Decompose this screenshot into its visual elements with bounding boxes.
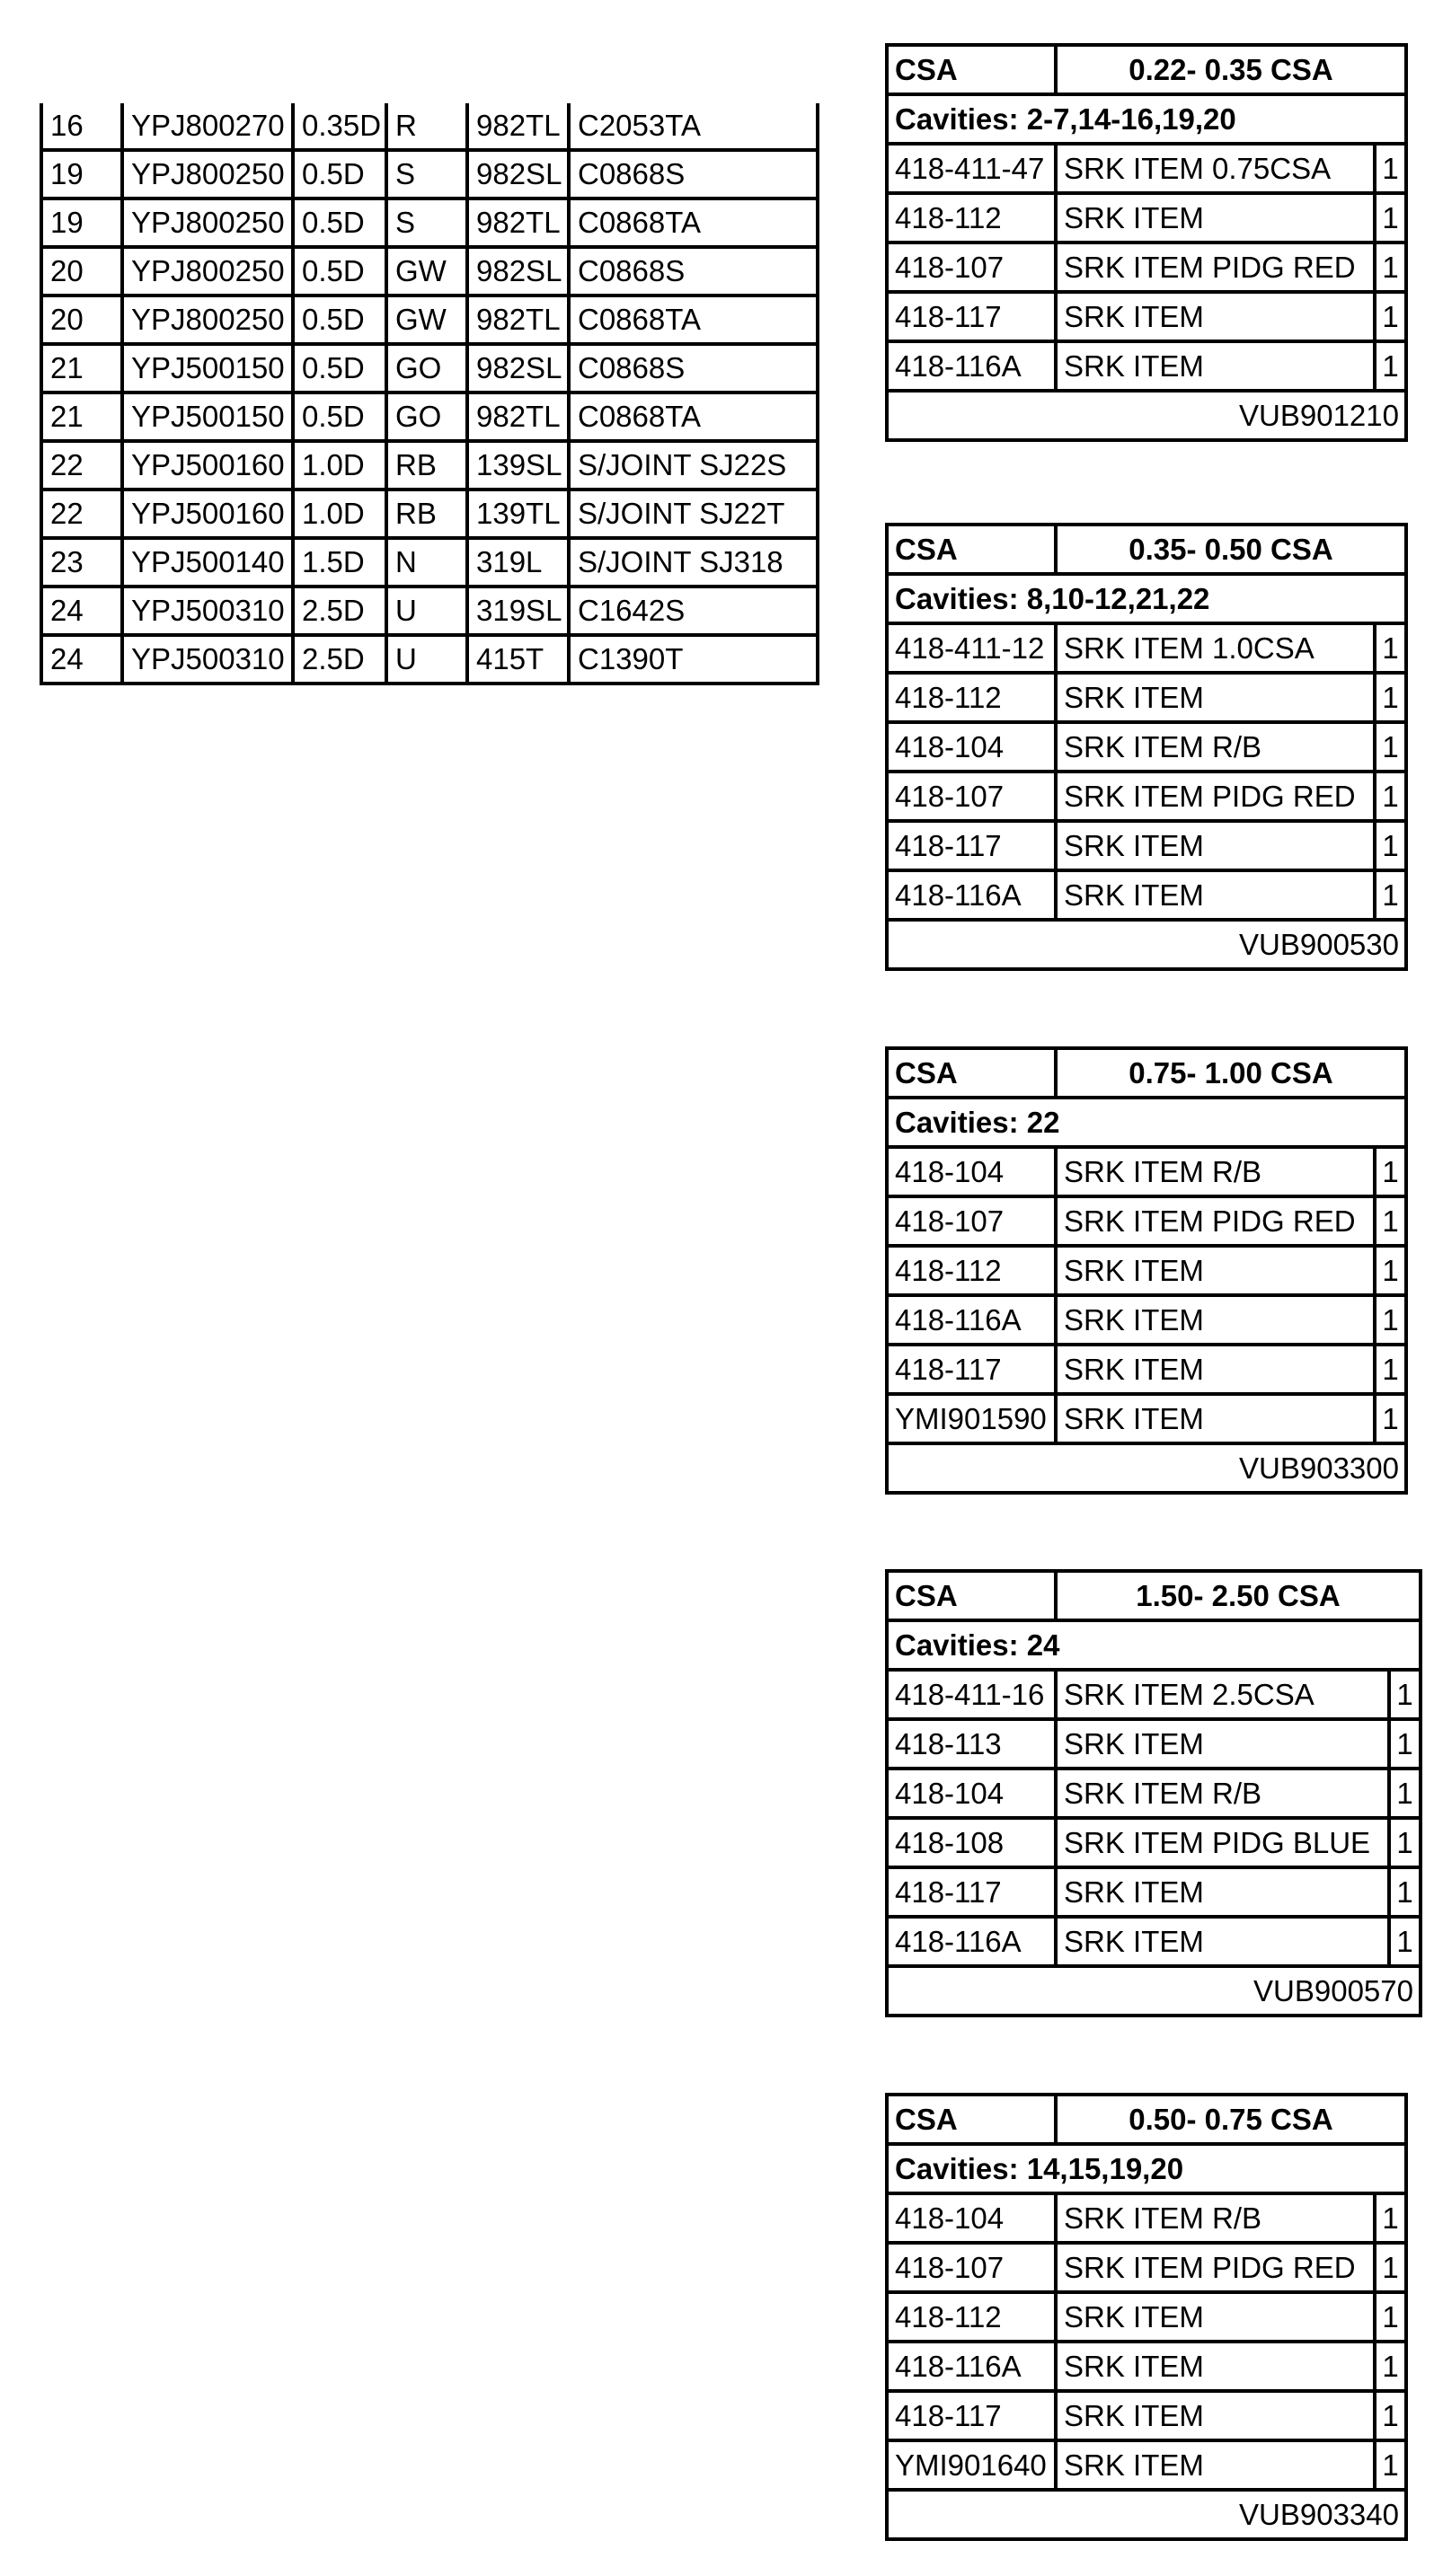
item-description: SRK ITEM	[1056, 2440, 1375, 2490]
kit-item-row	[887, 1345, 1406, 1394]
cavity-cell: 23	[41, 538, 122, 587]
csa-range: 0.50- 0.75 CSA	[1056, 2095, 1406, 2144]
kit-item-row	[887, 673, 1406, 722]
table-row	[41, 441, 818, 490]
item-quantity: 1	[1375, 2440, 1406, 2490]
item-quantity: 1	[1375, 2342, 1406, 2391]
terminal-cell: 982TL	[467, 103, 569, 150]
item-quantity: 1	[1375, 1196, 1406, 1246]
item-description: SRK ITEM R/B	[1056, 722, 1375, 772]
kit-item-row	[887, 193, 1406, 243]
size-cell: 1.0D	[293, 490, 386, 538]
item-description: SRK ITEM	[1056, 193, 1375, 243]
csa-kit-table	[885, 43, 1408, 442]
table-row	[41, 247, 818, 296]
kit-code: VUB900530	[887, 920, 1406, 969]
item-quantity: 1	[1375, 2391, 1406, 2440]
connection-cell: S/JOINT SJ22T	[569, 490, 818, 538]
wire-table	[40, 103, 819, 685]
kit-code: VUB901210	[887, 391, 1406, 440]
csa-kit-table	[885, 523, 1408, 971]
terminal-cell: 415T	[467, 635, 569, 684]
kit-item-row	[887, 2440, 1406, 2490]
kit-cavities-row	[887, 1098, 1406, 1147]
item-description: SRK ITEM PIDG RED	[1056, 2243, 1375, 2292]
kit-item-row	[887, 1246, 1406, 1295]
kit-item-row	[887, 144, 1406, 193]
item-description: SRK ITEM	[1056, 1246, 1375, 1295]
item-part-number: YMI901590	[887, 1394, 1056, 1443]
color-cell: U	[386, 587, 467, 635]
item-quantity: 1	[1375, 722, 1406, 772]
item-description: SRK ITEM	[1056, 341, 1375, 391]
terminal-cell: 319SL	[467, 587, 569, 635]
size-cell: 1.5D	[293, 538, 386, 587]
item-description: SRK ITEM 2.5CSA	[1056, 1670, 1389, 1719]
cavities-label: Cavities: 2-7,14-16,19,20	[887, 94, 1406, 144]
color-cell: U	[386, 635, 467, 684]
item-quantity: 1	[1389, 1670, 1421, 1719]
item-part-number: 418-117	[887, 2391, 1056, 2440]
size-cell: 0.35D	[293, 103, 386, 150]
kit-item-row	[887, 1295, 1406, 1345]
item-description: SRK ITEM	[1056, 292, 1375, 341]
item-quantity: 1	[1375, 292, 1406, 341]
kit-footer-row	[887, 1966, 1421, 2016]
item-part-number: 418-117	[887, 1345, 1056, 1394]
kit-item-row	[887, 1394, 1406, 1443]
connection-cell: C0868TA	[569, 198, 818, 247]
item-description: SRK ITEM 0.75CSA	[1056, 144, 1375, 193]
cavity-cell: 19	[41, 198, 122, 247]
color-cell: GO	[386, 393, 467, 441]
item-description: SRK ITEM	[1056, 1345, 1375, 1394]
item-description: SRK ITEM	[1056, 1917, 1389, 1966]
color-cell: S	[386, 198, 467, 247]
item-description: SRK ITEM	[1056, 2391, 1375, 2440]
kit-item-row	[887, 2292, 1406, 2342]
kit-item-row	[887, 772, 1406, 821]
item-part-number: 418-112	[887, 193, 1056, 243]
cavity-cell: 21	[41, 393, 122, 441]
csa-range: 1.50- 2.50 CSA	[1056, 1571, 1421, 1620]
kit-item-row	[887, 1719, 1421, 1769]
terminal-cell: 982TL	[467, 393, 569, 441]
connection-cell: S/JOINT SJ22S	[569, 441, 818, 490]
connection-cell: C0868TA	[569, 393, 818, 441]
connection-cell: C2053TA	[569, 103, 818, 150]
csa-range: 0.22- 0.35 CSA	[1056, 45, 1406, 94]
size-cell: 2.5D	[293, 635, 386, 684]
item-description: SRK ITEM PIDG RED	[1056, 243, 1375, 292]
terminal-cell: 139TL	[467, 490, 569, 538]
item-description: SRK ITEM R/B	[1056, 1769, 1389, 1818]
kit-item-row	[887, 243, 1406, 292]
kit-footer-row	[887, 1443, 1406, 1493]
kit-cavities-row	[887, 1620, 1421, 1670]
cavity-cell: 24	[41, 635, 122, 684]
item-description: SRK ITEM	[1056, 870, 1375, 920]
color-cell: GO	[386, 344, 467, 393]
table-row	[41, 635, 818, 684]
terminal-cell: 982TL	[467, 296, 569, 344]
table-row	[41, 344, 818, 393]
color-cell: RB	[386, 490, 467, 538]
terminal-cell: 319L	[467, 538, 569, 587]
table-row	[41, 393, 818, 441]
item-description: SRK ITEM	[1056, 1719, 1389, 1769]
connection-cell: C1642S	[569, 587, 818, 635]
connection-cell: C0868S	[569, 247, 818, 296]
item-part-number: 418-107	[887, 2243, 1056, 2292]
kit-footer-row	[887, 920, 1406, 969]
kit-item-row	[887, 870, 1406, 920]
csa-label: CSA	[887, 1048, 1056, 1098]
item-part-number: YMI901640	[887, 2440, 1056, 2490]
item-description: SRK ITEM 1.0CSA	[1056, 623, 1375, 673]
item-part-number: 418-112	[887, 2292, 1056, 2342]
cavities-label: Cavities: 24	[887, 1620, 1421, 1670]
item-description: SRK ITEM	[1056, 2292, 1375, 2342]
item-description: SRK ITEM R/B	[1056, 2193, 1375, 2243]
table-row	[41, 103, 818, 150]
size-cell: 0.5D	[293, 150, 386, 198]
item-part-number: 418-116A	[887, 2342, 1056, 2391]
connection-cell: S/JOINT SJ318	[569, 538, 818, 587]
item-part-number: 418-107	[887, 772, 1056, 821]
kit-footer-row	[887, 2490, 1406, 2539]
kit-item-row	[887, 341, 1406, 391]
part-number-cell: YPJ800270	[122, 103, 293, 150]
item-part-number: 418-116A	[887, 1917, 1056, 1966]
kit-item-row	[887, 821, 1406, 870]
size-cell: 0.5D	[293, 296, 386, 344]
kit-header-row	[887, 1571, 1421, 1620]
item-part-number: 418-104	[887, 722, 1056, 772]
part-number-cell: YPJ800250	[122, 296, 293, 344]
kit-item-row	[887, 1147, 1406, 1196]
table-row	[41, 296, 818, 344]
item-part-number: 418-104	[887, 1147, 1056, 1196]
kit-item-row	[887, 2342, 1406, 2391]
cavities-label: Cavities: 22	[887, 1098, 1406, 1147]
terminal-cell: 982SL	[467, 150, 569, 198]
item-quantity: 1	[1389, 1769, 1421, 1818]
item-description: SRK ITEM	[1056, 1867, 1389, 1917]
csa-kit-table	[885, 1046, 1408, 1495]
csa-kit-table	[885, 1569, 1422, 2017]
terminal-cell: 982TL	[467, 198, 569, 247]
item-part-number: 418-104	[887, 1769, 1056, 1818]
item-quantity: 1	[1375, 821, 1406, 870]
cavities-label: Cavities: 8,10-12,21,22	[887, 574, 1406, 623]
cavity-cell: 20	[41, 296, 122, 344]
kit-item-row	[887, 722, 1406, 772]
cavity-cell: 22	[41, 490, 122, 538]
csa-label: CSA	[887, 1571, 1056, 1620]
size-cell: 1.0D	[293, 441, 386, 490]
size-cell: 0.5D	[293, 198, 386, 247]
item-description: SRK ITEM PIDG RED	[1056, 772, 1375, 821]
item-quantity: 1	[1375, 2292, 1406, 2342]
terminal-cell: 982SL	[467, 247, 569, 296]
item-quantity: 1	[1375, 870, 1406, 920]
part-number-cell: YPJ800250	[122, 247, 293, 296]
item-quantity: 1	[1375, 193, 1406, 243]
connection-cell: C0868S	[569, 150, 818, 198]
item-quantity: 1	[1389, 1818, 1421, 1867]
item-quantity: 1	[1375, 2243, 1406, 2292]
kit-item-row	[887, 1769, 1421, 1818]
item-part-number: 418-117	[887, 292, 1056, 341]
kit-header-row	[887, 525, 1406, 574]
item-part-number: 418-107	[887, 243, 1056, 292]
cavity-cell: 19	[41, 150, 122, 198]
part-number-cell: YPJ500160	[122, 441, 293, 490]
kit-code: VUB903300	[887, 1443, 1406, 1493]
item-part-number: 418-112	[887, 1246, 1056, 1295]
item-description: SRK ITEM PIDG BLUE	[1056, 1818, 1389, 1867]
size-cell: 0.5D	[293, 393, 386, 441]
item-part-number: 418-411-16	[887, 1670, 1056, 1719]
item-quantity: 1	[1375, 623, 1406, 673]
kit-item-row	[887, 1196, 1406, 1246]
item-part-number: 418-112	[887, 673, 1056, 722]
csa-label: CSA	[887, 45, 1056, 94]
part-number-cell: YPJ800250	[122, 150, 293, 198]
part-number-cell: YPJ500310	[122, 635, 293, 684]
cavities-label: Cavities: 14,15,19,20	[887, 2144, 1406, 2193]
item-part-number: 418-107	[887, 1196, 1056, 1246]
item-quantity: 1	[1375, 772, 1406, 821]
kit-code: VUB903340	[887, 2490, 1406, 2539]
kit-item-row	[887, 1867, 1421, 1917]
item-quantity: 1	[1375, 1345, 1406, 1394]
kit-item-row	[887, 2243, 1406, 2292]
item-quantity: 1	[1375, 1394, 1406, 1443]
kit-footer-row	[887, 391, 1406, 440]
item-quantity: 1	[1375, 2193, 1406, 2243]
table-row	[41, 538, 818, 587]
csa-label: CSA	[887, 2095, 1056, 2144]
item-quantity: 1	[1375, 144, 1406, 193]
item-part-number: 418-104	[887, 2193, 1056, 2243]
color-cell: GW	[386, 247, 467, 296]
item-quantity: 1	[1389, 1867, 1421, 1917]
kit-item-row	[887, 2391, 1406, 2440]
kit-item-row	[887, 1917, 1421, 1966]
kit-item-row	[887, 292, 1406, 341]
item-part-number: 418-117	[887, 1867, 1056, 1917]
item-description: SRK ITEM PIDG RED	[1056, 1196, 1375, 1246]
csa-range: 0.35- 0.50 CSA	[1056, 525, 1406, 574]
table-row	[41, 587, 818, 635]
item-quantity: 1	[1375, 341, 1406, 391]
kit-header-row	[887, 45, 1406, 94]
size-cell: 2.5D	[293, 587, 386, 635]
part-number-cell: YPJ500150	[122, 344, 293, 393]
kit-cavities-row	[887, 2144, 1406, 2193]
item-part-number: 418-116A	[887, 1295, 1056, 1345]
item-description: SRK ITEM R/B	[1056, 1147, 1375, 1196]
item-quantity: 1	[1375, 1147, 1406, 1196]
table-row	[41, 150, 818, 198]
item-quantity: 1	[1375, 1246, 1406, 1295]
item-quantity: 1	[1375, 243, 1406, 292]
csa-range: 0.75- 1.00 CSA	[1056, 1048, 1406, 1098]
connection-cell: C0868S	[569, 344, 818, 393]
terminal-cell: 982SL	[467, 344, 569, 393]
color-cell: GW	[386, 296, 467, 344]
cavity-cell: 24	[41, 587, 122, 635]
kit-item-row	[887, 1670, 1421, 1719]
item-part-number: 418-116A	[887, 870, 1056, 920]
cavity-cell: 22	[41, 441, 122, 490]
kit-item-row	[887, 2193, 1406, 2243]
cavity-cell: 16	[41, 103, 122, 150]
part-number-cell: YPJ500140	[122, 538, 293, 587]
item-part-number: 418-411-12	[887, 623, 1056, 673]
color-cell: RB	[386, 441, 467, 490]
kit-header-row	[887, 2095, 1406, 2144]
color-cell: S	[386, 150, 467, 198]
item-quantity: 1	[1389, 1917, 1421, 1966]
kit-header-row	[887, 1048, 1406, 1098]
part-number-cell: YPJ500160	[122, 490, 293, 538]
item-description: SRK ITEM	[1056, 821, 1375, 870]
item-quantity: 1	[1375, 673, 1406, 722]
csa-kit-table	[885, 2093, 1408, 2541]
part-number-cell: YPJ500310	[122, 587, 293, 635]
cavity-cell: 20	[41, 247, 122, 296]
item-description: SRK ITEM	[1056, 1295, 1375, 1345]
cavity-cell: 21	[41, 344, 122, 393]
part-number-cell: YPJ500150	[122, 393, 293, 441]
item-description: SRK ITEM	[1056, 673, 1375, 722]
item-part-number: 418-108	[887, 1818, 1056, 1867]
item-quantity: 1	[1375, 1295, 1406, 1345]
item-description: SRK ITEM	[1056, 1394, 1375, 1443]
table-row	[41, 490, 818, 538]
size-cell: 0.5D	[293, 344, 386, 393]
connection-cell: C1390T	[569, 635, 818, 684]
item-description: SRK ITEM	[1056, 2342, 1375, 2391]
kit-code: VUB900570	[887, 1966, 1421, 2016]
kit-cavities-row	[887, 574, 1406, 623]
item-part-number: 418-411-47	[887, 144, 1056, 193]
part-number-cell: YPJ800250	[122, 198, 293, 247]
item-quantity: 1	[1389, 1719, 1421, 1769]
item-part-number: 418-116A	[887, 341, 1056, 391]
item-part-number: 418-113	[887, 1719, 1056, 1769]
size-cell: 0.5D	[293, 247, 386, 296]
csa-label: CSA	[887, 525, 1056, 574]
item-part-number: 418-117	[887, 821, 1056, 870]
kit-cavities-row	[887, 94, 1406, 144]
color-cell: N	[386, 538, 467, 587]
kit-item-row	[887, 1818, 1421, 1867]
color-cell: R	[386, 103, 467, 150]
table-row	[41, 198, 818, 247]
terminal-cell: 139SL	[467, 441, 569, 490]
kit-item-row	[887, 623, 1406, 673]
connection-cell: C0868TA	[569, 296, 818, 344]
